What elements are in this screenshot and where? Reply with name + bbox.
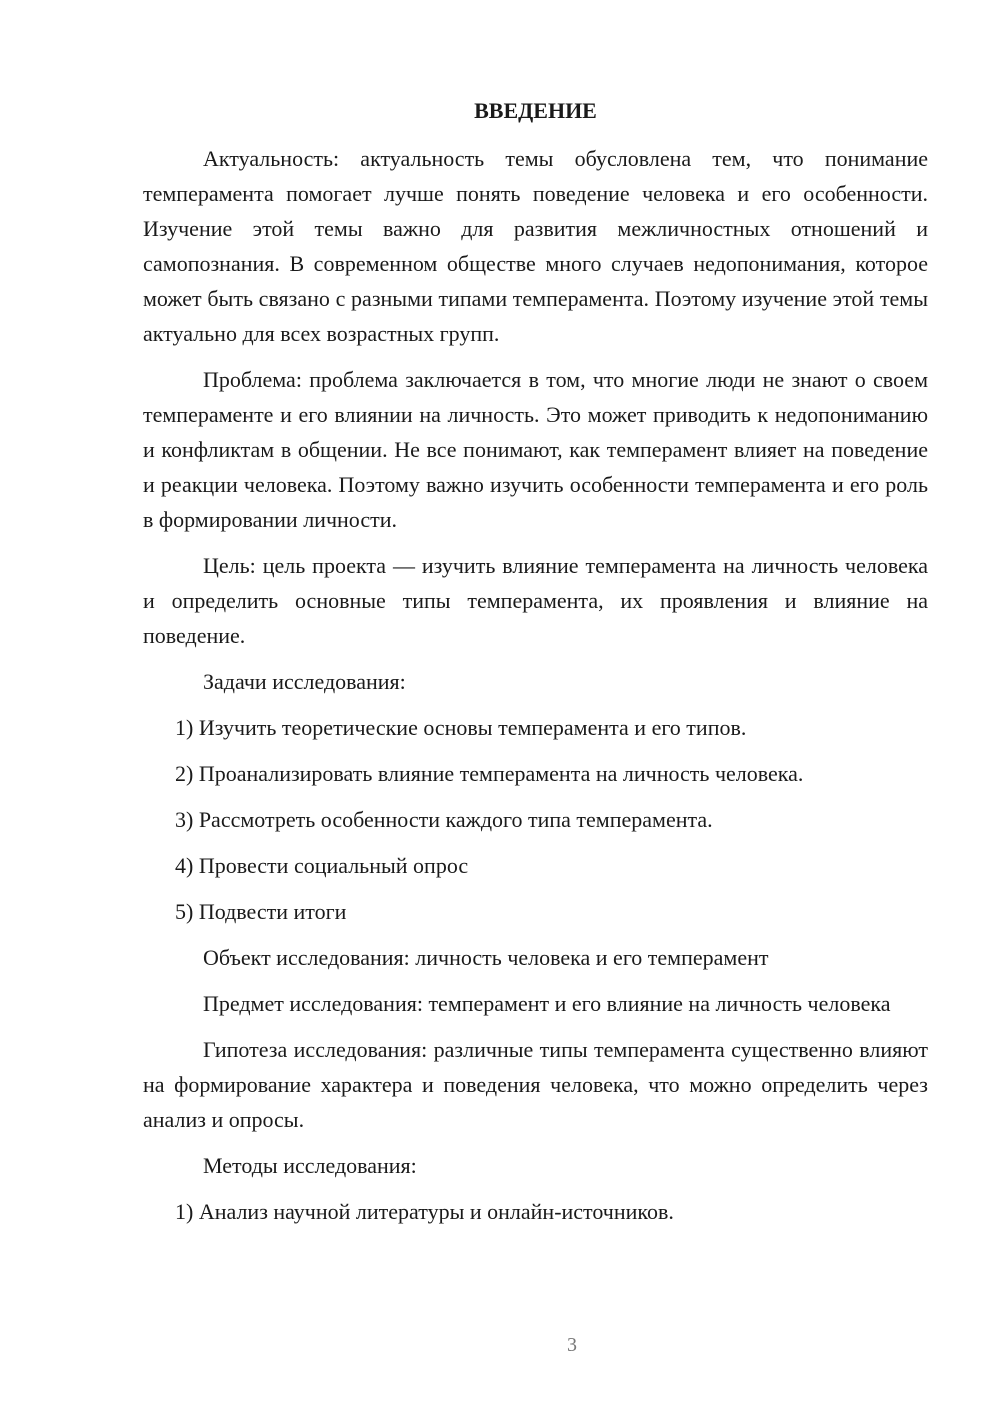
page-number: 3 bbox=[567, 1334, 577, 1356]
method-item-1: 1) Анализ научной литературы и онлайн-источников. bbox=[175, 1199, 674, 1224]
goal-paragraph: Цель: цель проекта — изучить влияние темперамента на личность человека и определить основные типы темперамента, их проявления и влияние на поведение. bbox=[143, 553, 928, 648]
task-item-2: 2) Проанализировать влияние темперамента на личность человека. bbox=[175, 761, 804, 786]
task-item-4: 4) Провести социальный опрос bbox=[175, 853, 469, 878]
task-item-1: 1) Изучить теоретические основы темперамента и его типов. bbox=[175, 715, 747, 740]
hypothesis-paragraph: Гипотеза исследования: различные типы темперамента существенно влияют на формирование характера и поведения человека, что можно определить через анализ и опросы. bbox=[143, 1037, 928, 1132]
tasks-heading: Задачи исследования: bbox=[203, 669, 406, 694]
section-title: ВВЕДЕНИЕ bbox=[474, 98, 597, 123]
subject-paragraph: Предмет исследования: темперамент и его влияние на личность человека bbox=[203, 991, 891, 1016]
methods-heading: Методы исследования: bbox=[203, 1153, 417, 1178]
task-item-5: 5) Подвести итоги bbox=[175, 899, 347, 924]
task-item-3: 3) Рассмотреть особенности каждого типа темперамента. bbox=[175, 807, 713, 832]
page-content bbox=[143, 93, 928, 1240]
relevance-paragraph: Актуальность: актуальность темы обусловлена тем, что понимание темперамента помогает лучше понять поведение человека и его особенности. Изучение этой темы важно для развития межличностных отношений и самопознания. В современном обществе много случаев недопонимания, которое может быть связано с разными типами темперамента. Поэтому изучение этой темы актуально для всех возрастных групп. bbox=[143, 146, 928, 346]
problem-paragraph: Проблема: проблема заключается в том, что многие люди не знают о своем темпераменте и его влиянии на личность. Это может приводить к недопониманию и конфликтам в общении. Не все понимают, как темперамент влияет на поведение и реакции человека. Поэтому важно изучить особенности темперамента и его роль в формировании личности. bbox=[143, 367, 928, 532]
object-paragraph: Объект исследования: личность человека и его темперамент bbox=[203, 945, 769, 970]
